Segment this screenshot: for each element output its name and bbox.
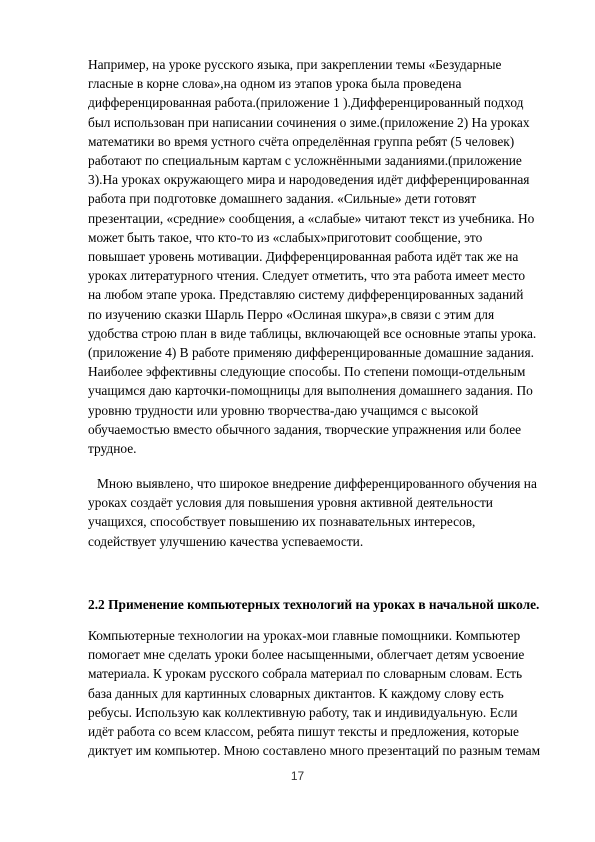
text-line: Компьютерные технологии на уроках-мои главные помощники. Компьютер — [88, 628, 521, 643]
text-line: помогает мне сделать уроки более насыщенными, облегчает детям усвоение — [88, 647, 525, 663]
text-line: материала. К урокам русского собрала материал по словарным словам. Есть — [88, 666, 523, 682]
text-line: учащимся даю карточки-помощницы для выполнения домашнего задания. По — [88, 383, 533, 399]
text-line: учащихся, способствует повышению их познавательных интересов, — [88, 514, 476, 530]
text-line: идёт работа со всем классом, ребята пишут тексты и предложения, которые — [88, 724, 519, 740]
text-line: уроках литературного чтения. Следует отметить, что эта работа имеет место — [88, 268, 526, 284]
text-line: трудное. — [88, 441, 137, 457]
text-line: презентации, «средние» сообщения, а «слабые» читают текст из учебника. Но — [88, 210, 535, 226]
text-line: может быть такое, что кто-то из «слабых»приготовит сообщение, это — [88, 229, 483, 245]
text-line: гласные в корне слова»,на одном из этапов урока была проведена — [88, 76, 462, 92]
text-line: по изучению сказки Шарль Перро «Ослиная шкура»,в связи с этим для — [88, 306, 495, 322]
paragraph-differentiated-work — [88, 55, 543, 458]
page-number: 17 — [290, 769, 305, 783]
text-line: повышает уровень мотивации. Дифференцированная работа идёт так же на — [88, 249, 519, 265]
text-line: Мною выявлено, что широкое внедрение дифференцированного обучения на — [97, 476, 537, 491]
text-line: работают по специальным картам с усложнёнными заданиями.(приложение — [88, 153, 522, 169]
text-line: дифференцированная работа.(приложение 1 ).Дифференцированный подход — [88, 95, 524, 111]
text-line: был использован при написании сочинения о зиме.(приложение 2) На уроках — [88, 114, 530, 130]
text-line: удобства строю план в виде таблицы, включающей все основные этапы урока. — [88, 325, 537, 341]
text-line: (приложение 4) В работе применяю дифференцированные домашние задания. — [88, 345, 534, 361]
text-line: диктует им компьютер. Мною составлено много презентаций по разным темам — [88, 743, 541, 759]
text-line: работа при подготовке домашнего задания. «Сильные» дети готовят — [88, 191, 477, 207]
section-heading: 2.2 Применение компьютерных технологий на уроках в начальной школе. — [88, 597, 540, 612]
text-line: содействует улучшению качества успеваемости. — [88, 533, 364, 549]
text-line: база данных для картинных словарных диктантов. К каждому слову есть — [88, 685, 504, 701]
text-line: Наиболее эффективны следующие способы. По степени помощи-отдельным — [88, 364, 526, 380]
text-line: математики во время устного счёта определённая группа ребят (5 человек) — [88, 133, 515, 149]
paragraph-computer-technologies — [88, 626, 543, 760]
text-line: на любом этапе урока. Представляю систему дифференцированных заданий — [88, 287, 524, 303]
paragraph-conclusion — [88, 474, 543, 551]
text-line: ребусы. Использую как коллективную работу, так и индивидуальную. Если — [88, 704, 518, 720]
text-line: обучаемостью вместо обычного задания, творческие упражнения или более — [88, 421, 522, 437]
text-line: уровню трудности или уровню творчества-даю учащимся с высокой — [88, 402, 479, 418]
text-line: 3).На уроках окружающего мира и народоведения идёт дифференцированная — [88, 172, 530, 188]
text-line: Например, на уроке русского языка, при закреплении темы «Безударные — [88, 57, 502, 72]
text-line: уроках создаёт условия для повышения уровня активной деятельности — [88, 495, 493, 511]
